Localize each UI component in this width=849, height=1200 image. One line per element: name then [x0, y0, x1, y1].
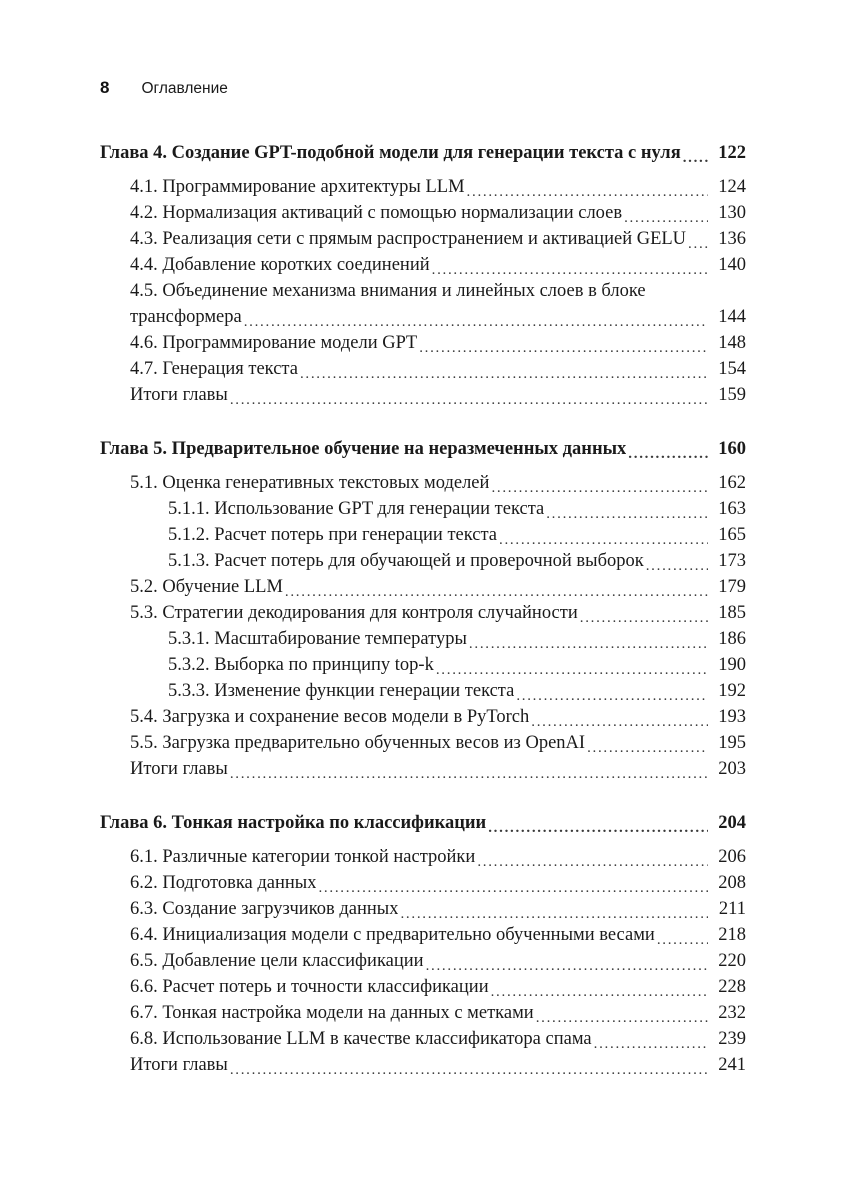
toc-page-number: 159	[718, 385, 746, 405]
toc-page-number: 154	[718, 359, 746, 379]
toc-entry[interactable]	[130, 382, 746, 408]
toc-entry-label: 4.6. Программирование модели GPT	[130, 333, 418, 353]
toc-entry[interactable]	[130, 1026, 746, 1052]
running-head-title: Оглавление	[141, 80, 228, 97]
toc-entry[interactable]	[130, 948, 746, 974]
toc-entry-label: 6.4. Инициализация модели с предварительно обученными весами	[130, 925, 655, 945]
toc-entry-label: 5.1.2. Расчет потерь при генерации текста	[168, 525, 498, 545]
toc-entry[interactable]	[130, 974, 746, 1000]
toc-chapter-heading[interactable]	[100, 810, 746, 836]
toc-chapter-label: Глава 5. Предварительное обучение на неразмеченных данных	[100, 439, 627, 459]
toc-entry-label: 5.1.3. Расчет потерь для обучающей и проверочной выборок	[168, 551, 644, 571]
dot-leader	[536, 1008, 708, 1027]
toc-entry-label: 5.3.1. Масштабирование температуры	[168, 629, 467, 649]
dot-leader	[546, 504, 708, 523]
toc-entry[interactable]	[130, 1052, 746, 1078]
toc-entry-label: 5.3.2. Выборка по принципу top-k	[168, 655, 434, 675]
toc-page-number: 220	[718, 951, 746, 971]
toc-entry-label: Итоги главы	[130, 759, 228, 779]
toc-chapter-block	[100, 810, 746, 1078]
toc-entry[interactable]	[130, 756, 746, 782]
toc-page-number: 232	[718, 1003, 746, 1023]
toc-page-number: 162	[718, 473, 746, 493]
toc-entry-label: 6.7. Тонкая настройка модели на данных с метками	[130, 1003, 534, 1023]
toc-entry[interactable]	[168, 678, 746, 704]
toc-page-number: 218	[718, 925, 746, 945]
toc-chapter-heading[interactable]	[100, 140, 746, 166]
toc-entry-label: 6.5. Добавление цели классификации	[130, 951, 424, 971]
table-of-contents	[100, 140, 746, 1078]
toc-entry-label: 5.5. Загрузка предварительно обученных весов из OpenAI	[130, 733, 586, 753]
toc-entry[interactable]	[130, 200, 746, 226]
dot-leader	[230, 1060, 708, 1079]
toc-entry[interactable]	[130, 330, 746, 356]
dot-leader	[318, 878, 708, 897]
toc-entry-label: Итоги главы	[130, 385, 228, 405]
toc-entry[interactable]	[130, 922, 746, 948]
toc-page-number: 192	[718, 681, 746, 701]
toc-page-number: 179	[718, 577, 746, 597]
dot-leader	[624, 208, 708, 227]
toc-entry-label: 6.8. Использование LLM в качестве классификатора спама	[130, 1029, 592, 1049]
toc-page-number: 140	[718, 255, 746, 275]
toc-page-number: 206	[718, 847, 746, 867]
running-head	[100, 78, 228, 98]
toc-page-number: 136	[718, 229, 746, 249]
dot-leader	[477, 852, 708, 871]
toc-entry[interactable]	[130, 470, 746, 496]
toc-page-number: 239	[718, 1029, 746, 1049]
toc-entry-label: 6.2. Подготовка данных	[130, 873, 317, 893]
toc-page-number: 195	[718, 733, 746, 753]
toc-page-number: 193	[718, 707, 746, 727]
toc-page-number: 186	[718, 629, 746, 649]
dot-leader	[594, 1034, 708, 1053]
toc-entry[interactable]	[168, 548, 746, 574]
toc-entry-label: 5.2. Обучение LLM	[130, 577, 283, 597]
toc-entry-label: 4.1. Программирование архитектуры LLM	[130, 177, 465, 197]
toc-entry-label: 6.6. Расчет потерь и точности классификации	[130, 977, 489, 997]
toc-entry[interactable]	[130, 574, 746, 600]
toc-entry-label-line2: трансформера	[130, 307, 242, 327]
toc-entry[interactable]	[130, 870, 746, 896]
toc-page-number: 190	[718, 655, 746, 675]
toc-entry[interactable]	[130, 844, 746, 870]
toc-page-number: 160	[718, 439, 746, 459]
toc-page-number: 124	[718, 177, 746, 197]
toc-entry-label-line1: 4.5. Объединение механизма внимания и линейных слоев в блоке	[130, 281, 646, 301]
toc-chapter-block	[100, 436, 746, 782]
dot-leader	[467, 182, 708, 201]
toc-entry-label: 4.2. Нормализация активаций с помощью нормализации слоев	[130, 203, 623, 223]
dot-leader	[580, 608, 708, 627]
toc-page-number: 130	[718, 203, 746, 223]
toc-entry[interactable]	[130, 226, 746, 252]
toc-entry-label: 4.4. Добавление коротких соединений	[130, 255, 430, 275]
toc-entry[interactable]	[168, 652, 746, 678]
dot-leader	[491, 982, 708, 1001]
toc-entry[interactable]	[130, 1000, 746, 1026]
toc-page-number: 165	[718, 525, 746, 545]
dot-leader	[628, 444, 708, 463]
toc-page-number: 173	[718, 551, 746, 571]
toc-entry[interactable]	[130, 704, 746, 730]
dot-leader	[516, 686, 708, 705]
toc-entry[interactable]	[168, 626, 746, 652]
toc-chapter-heading[interactable]	[100, 436, 746, 462]
dot-leader	[688, 234, 708, 253]
dot-leader	[587, 738, 708, 757]
toc-page-number: 228	[718, 977, 746, 997]
toc-chapter-label: Глава 6. Тонкая настройка по классификации	[100, 813, 487, 833]
toc-page-number: 163	[718, 499, 746, 519]
toc-page-number: 203	[718, 759, 746, 779]
toc-page-number: 211	[718, 899, 746, 919]
toc-page-number: 208	[718, 873, 746, 893]
toc-entry-label: 6.3. Создание загрузчиков данных	[130, 899, 399, 919]
toc-page-number: 122	[718, 143, 746, 163]
toc-entry[interactable]	[130, 730, 746, 756]
toc-entry-label: 4.7. Генерация текста	[130, 359, 298, 379]
toc-entry-label: 4.3. Реализация сети с прямым распространением и активацией GELU	[130, 229, 687, 249]
toc-entry[interactable]	[130, 356, 746, 382]
toc-entry[interactable]	[168, 522, 746, 548]
toc-entry[interactable]	[130, 600, 746, 626]
toc-entry-label: 6.1. Различные категории тонкой настройки	[130, 847, 476, 867]
dot-leader	[244, 312, 708, 331]
dot-leader	[531, 712, 708, 731]
toc-page-number: 144	[718, 307, 746, 327]
toc-entry[interactable]	[130, 896, 746, 922]
toc-page-number: 148	[718, 333, 746, 353]
dot-leader	[683, 148, 708, 167]
dot-leader	[300, 364, 708, 383]
dot-leader	[488, 818, 708, 837]
toc-entry-label: Итоги главы	[130, 1055, 228, 1075]
toc-entry[interactable]	[168, 496, 746, 522]
dot-leader	[646, 556, 708, 575]
dot-leader	[436, 660, 708, 679]
toc-entry-label: 5.3.3. Изменение функции генерации текста	[168, 681, 515, 701]
toc-chapter-block	[100, 140, 746, 408]
dot-leader	[419, 338, 708, 357]
dot-leader	[491, 478, 708, 497]
dot-leader	[657, 930, 708, 949]
dot-leader	[285, 582, 708, 601]
toc-page-number: 185	[718, 603, 746, 623]
toc-page-number: 204	[718, 813, 746, 833]
toc-entry-label: 5.4. Загрузка и сохранение весов модели в PyTorch	[130, 707, 530, 727]
toc-chapter-label: Глава 4. Создание GPT-подобной модели для генерации текста с нуля	[100, 143, 681, 163]
dot-leader	[426, 956, 708, 975]
toc-entry[interactable]	[130, 174, 746, 200]
toc-entry-label: 5.1. Оценка генеративных текстовых моделей	[130, 473, 490, 493]
toc-entry-label: 5.1.1. Использование GPT для генерации текста	[168, 499, 545, 519]
page-folio: 8	[100, 78, 110, 97]
dot-leader	[499, 530, 708, 549]
dot-leader	[469, 634, 708, 653]
dot-leader	[230, 390, 708, 409]
dot-leader	[230, 764, 708, 783]
toc-entry[interactable]	[130, 252, 746, 278]
toc-entry-label: 5.3. Стратегии декодирования для контроля случайности	[130, 603, 578, 623]
toc-page-number: 241	[718, 1055, 746, 1075]
dot-leader	[432, 260, 708, 279]
toc-entry[interactable]	[130, 278, 746, 330]
dot-leader	[400, 904, 708, 923]
